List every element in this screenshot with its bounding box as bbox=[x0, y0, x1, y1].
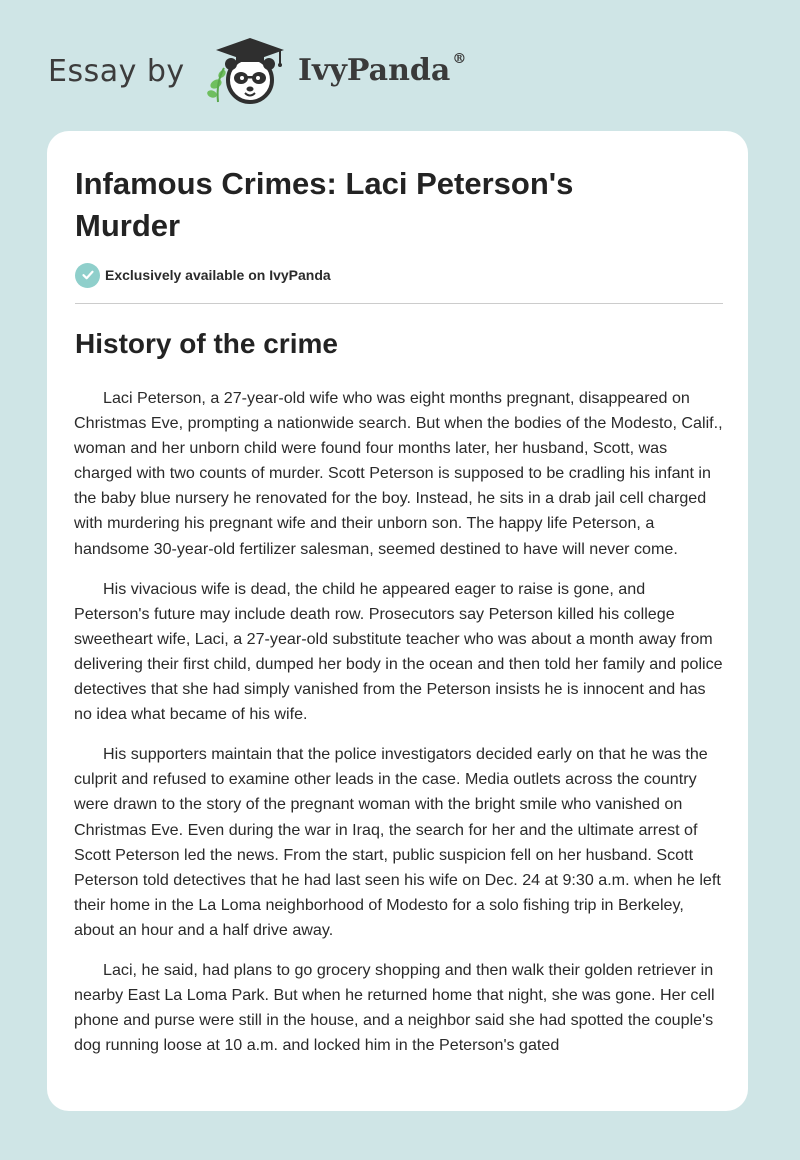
brand-name[interactable]: IvyPanda ® bbox=[298, 51, 467, 88]
paragraph: Laci Peterson, a 27-year-old wife who was eight months pregnant, disappeared on Christmas Eve, prompting a nationwide search. But when the bodies of the Modesto, Calif., woman and her unborn child were found four months later, her husband, Scott, was charged with two counts of murder. Scott Peterson is supposed to be cradling his infant in the baby blue nursery he renovated for the boy. Instead, he sits in a drab jail cell charged with murdering his pregnant wife and their unborn son. The happy life Peterson, a handsome 30-year-old fertilizer salesman, seemed destined to have will never come. bbox=[74, 389, 723, 558]
section-heading: History of the crime bbox=[75, 328, 338, 359]
divider bbox=[75, 303, 723, 304]
page-title: Infamous Crimes: Laci Peterson's Murder bbox=[75, 166, 574, 243]
panda-logo-icon[interactable] bbox=[202, 32, 292, 108]
exclusive-badge bbox=[75, 262, 331, 288]
site-header bbox=[46, 32, 486, 112]
essay-card bbox=[47, 131, 748, 1111]
essay-by-label: Essay by bbox=[48, 54, 185, 89]
essay-body bbox=[74, 386, 724, 1073]
paragraph: His vivacious wife is dead, the child he appeared eager to raise is gone, and Peterson's future may include death row. Prosecutors say Peterson killed his college sweetheart wife, Laci, a 27-year-old substitute teacher who was about a month away from delivering their first child, dumped her body in the ocean and then told her family and police detectives that she had simply vanished from the Peterson insists he is innocent and has no idea what became of his wife. bbox=[74, 579, 723, 724]
paragraph: His supporters maintain that the police investigators decided early on that he was the culprit and refused to examine other leads in the case. Media outlets across the country were drawn to the story of the pregnant woman with the bright smile who vanished on Christmas Eve. Even during the war in Iraq, the search for her and the ultimate arrest of Scott Peterson led the news. From the start, public suspicion fell on her husband. Scott Peterson told detectives that he had last seen his wife on Dec. 24 at 9:30 a.m. when he left their home in the La Loma neighborhood of Modesto for a solo fishing trip in Berkeley, about an hour and a half drive away. bbox=[74, 745, 721, 939]
exclusive-badge-label: Exclusively available on IvyPanda bbox=[105, 267, 331, 283]
registered-mark: ® bbox=[452, 51, 467, 67]
check-circle-icon bbox=[75, 263, 100, 288]
paragraph: Laci, he said, had plans to go grocery shopping and then walk their golden retriever in nearby East La Loma Park. But when he returned home that night, she was gone. Her cell phone and purse were still in the house, and a neighbor said she had spotted the couple's dog running loose at 10 a.m. and locked him in the Peterson's gated bbox=[74, 960, 715, 1055]
